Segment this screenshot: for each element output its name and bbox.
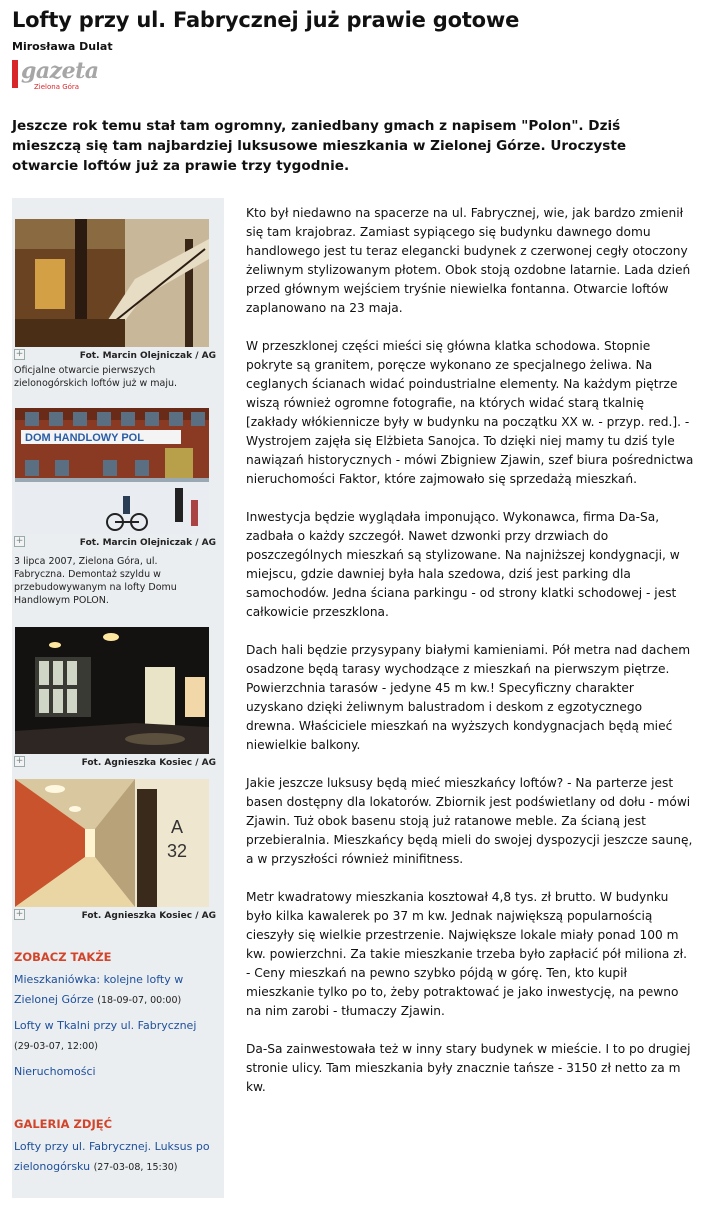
photo-building-sign[interactable] [15,408,209,534]
plus-icon[interactable]: + [15,349,24,359]
link-date: (27-03-08, 15:30) [93,1162,178,1173]
photo-credit: Fot. Agnieszka Kosiec / AG [81,911,216,921]
paragraph: Jakie jeszcze luksusy będą mieć mieszkańcy loftów? - Na parterze jest basen dostępny dla lokatorów. Zbiornik jest podświetlany od dołu - mówi Zjawin. Tuż obok basenu stoją już ratanowe meble. Za ścianą jest przebieralnia. Mieszkańcy będą mieli do swojej dyspozycji jeszcze saunę, a w przyszłości również minifitness. [246,776,693,866]
see-also-link[interactable] [14,1016,214,1057]
photo-credit: Fot. Marcin Olejniczak / AG [79,351,216,361]
logo-red-bar [12,60,18,88]
door-number-a: A [171,817,184,837]
link-date: (29-03-07, 12:00) [14,1041,98,1052]
gallery-heading: GALERIA ZDJĘĆ [14,1117,113,1131]
gallery-link[interactable] [14,1137,214,1178]
building-sign-text: DOM HANDLOWY POL [25,432,144,444]
photo-lobby[interactable] [15,627,209,754]
photo-corridor[interactable] [15,779,209,907]
paragraph: Metr kwadratowy mieszkania kosztował 4,8 tys. zł brutto. W budynku było kilka kawalerek po 37 m kw. Jednak największą popularnością cieszyły się wielkie przestrzenie. Największe lokale miały ponad 100 m kw. powierzchni. Za takie mieszkanie trzeba było zapłacić pół miliona zł. - Ceny mieszkań na pewno szybko pójdą w górę. Ten, kto kupił mieszkanie tylko po to, żeby potraktować je jako inwestycję, na pewno na nim zarobi - tłumaczy Zjawin. [246,890,687,1018]
building-image [15,408,209,534]
paragraph: W przeszklonej części mieści się główna klatka schodowa. Stopnie pokryte są granitem, poręcze wykonano ze specjalnego żeliwa. Na ceglanych ścianach widać poindustrialne elementy. Na każdym piętrze wiszą również ogromne fotografie, na których widać starą tkalnię [zakłady włókiennicze były w budynku na początku XX w. - przyp. red.]. - Wystrojem zajęła się Elżbieta Sanojca. To dzięki niej mamy tu dziś tyle nawiązań historycznych - mówi Zbigniew Zjawin, szef biura pośrednictwa nieruchomości Faktor, które zajmowało się sprzedażą mieszkań. [246,339,694,486]
article-title: Lofty przy ul. Fabrycznej już prawie gotowe [12,8,520,32]
see-also-link[interactable] [14,1062,214,1082]
paragraph: Dach hali będzie przysypany białymi kamieniami. Pół metra nad dachem osadzone będą tarasy wychodzące z mieszkań na pierwszym piętrze. Powierzchnia tarasów - jedyne 45 m kw.! Specyficzny charakter uzyskano dzięki żeliwnym balustradom i deskom z egzotycznego drewna. Właściciele mieszkań na wyższych kondygnacjach będą mieć niewielkie balkony. [246,643,691,752]
photo-credit: Fot. Marcin Olejniczak / AG [79,538,216,548]
paragraph: Inwestycja będzie wyglądała imponująco. Wykonawca, firma Da-Sa, zadbała o każdy szczegół. Nawet dzwonki przy drzwiach do poszczególnych mieszkań są stylizowane. Na najniższej kondygnacji, w miejscu, gdzie dawniej była hala szedowa, dziś jest parking dla samochodów. Jedna ściana parkingu - od strony klatki schodowej - jest całkowicie przeszklona. [246,510,680,619]
lobby-image [15,627,209,754]
photo-credit: Fot. Agnieszka Kosiec / AG [81,758,216,768]
corridor-image [15,779,209,907]
staircase-image [15,219,209,347]
link-text[interactable]: Mieszkaniówka: kolejne lofty w Zielonej Górze [14,973,184,1006]
logo-city: Zielona Góra [34,83,80,91]
logo-wordmark: gazeta [21,58,99,84]
link-text[interactable]: Nieruchomości [14,1065,96,1078]
see-also-link[interactable] [14,970,214,1011]
paragraph: Da-Sa zainwestowała też w inny stary budynek w mieście. I to po drugiej stronie ulicy. Tam mieszkania były znacznie tańsze - 3150 zł netto za m kw. [246,1042,691,1094]
link-text[interactable]: Lofty w Tkalni przy ul. Fabrycznej [14,1019,197,1032]
link-date: (18-09-07, 00:00) [97,995,182,1006]
article-body [246,204,694,1116]
plus-icon[interactable]: + [15,756,24,766]
paragraph: Kto był niedawno na spacerze na ul. Fabrycznej, wie, jak bardzo zmienił się tam krajobraz. Zamiast sypiącego się budynku dawnego domu handlowego jest tu teraz elegancki budynek z czerwonej cegły otoczony żeliwnym stylizowanym płotem. Obok stoją ozdobne latarnie. Lada dzień przed głównym wejściem tryśnie niewielka fontanna. Otwarcie loftów zaplanowano na 23 maja. [246,206,691,315]
see-also-heading: ZOBACZ TAKŻE [14,950,112,964]
photo-caption: 3 lipca 2007, Zielona Góra, ul. Fabryczna. Demontaż szyldu w przebudowywanym na lofty Domu Handlowym POLON. [14,556,177,606]
link-text[interactable]: Lofty przy ul. Fabrycznej. Luksus po zielonogórsku [14,1140,210,1173]
photo-staircase[interactable] [15,219,209,347]
plus-icon[interactable]: + [15,909,24,919]
gazeta-logo[interactable] [12,60,102,94]
photo-caption: Oficjalne otwarcie pierwszych zielonogórskich loftów już w maju. [14,365,178,389]
article-lead: Jeszcze rok temu stał tam ogromny, zaniedbany gmach z napisem "Polon". Dziś mieszczą się tam najbardziej luksusowe mieszkania w Zielonej Górze. Uroczyste otwarcie loftów już za prawie trzy tygodnie. [12,118,627,174]
door-number-32: 32 [167,841,188,861]
plus-icon[interactable]: + [15,536,24,546]
article-author: Mirosława Dulat [12,40,113,53]
